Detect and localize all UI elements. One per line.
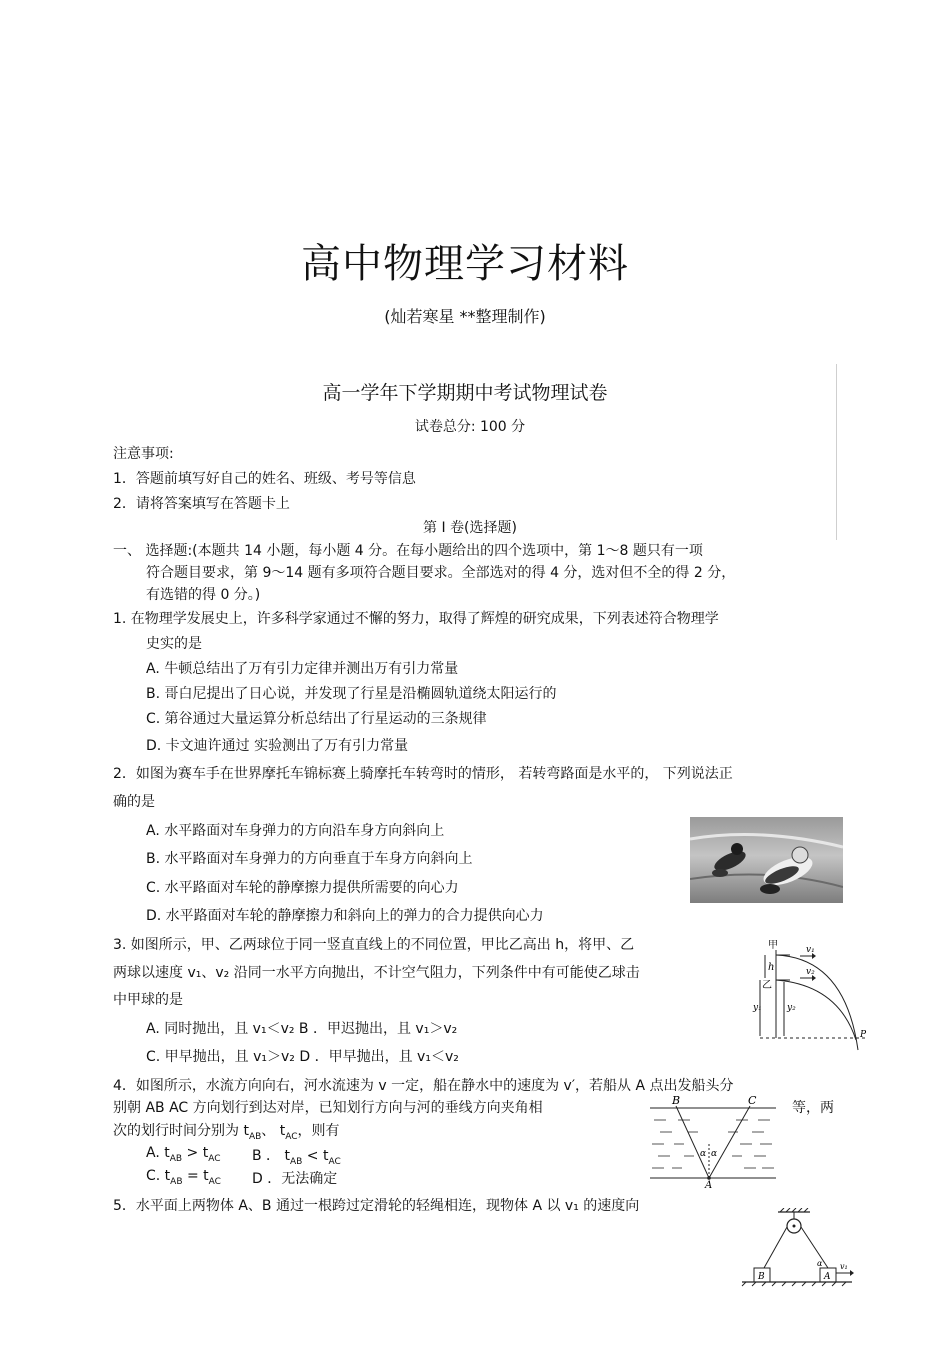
label-alpha: α [711, 1149, 718, 1159]
option [146, 1168, 221, 1187]
section-instructions-line: 符合题目要求，第 9～14 题有多项符合题目要求。全部选对的得 4 分，选对但不全的得 2 分， [146, 565, 736, 581]
question-stem: 1. 在物理学发展史上，许多科学家通过不懈的努力，取得了辉煌的研究成果，下列表述符合物理学 [113, 611, 719, 627]
option-text: > t [182, 1145, 209, 1161]
stem-text: ，则有 [297, 1123, 340, 1139]
question-stem: 别朝 AB AC 方向划行到达对岸，已知划行方向与河的垂线方向夹角相 [113, 1100, 543, 1116]
label-h: h [768, 962, 775, 973]
option: C. 甲早抛出，且 v₁＞v₂ D ．甲早抛出，且 v₁＜v₂ [146, 1049, 459, 1065]
question-stem: 等，两 [792, 1100, 834, 1116]
question-stem: 确的是 [113, 794, 155, 810]
label-c: C [748, 1094, 757, 1107]
subscript: AC [208, 1176, 221, 1187]
projectile-figure [750, 940, 870, 1060]
label-b: B [758, 1272, 765, 1282]
label-v1: v₁ [806, 945, 815, 955]
label-alpha: α [817, 1259, 823, 1268]
question-stem: 2．如图为赛车手在世界摩托车锦标赛上骑摩托车转弯时的情形， 若转弯路面是水平的， 下列说法正 [113, 766, 733, 782]
label-y2: y₂ [787, 1003, 796, 1013]
subscript: AB [169, 1153, 183, 1164]
option-text: B ． t [252, 1148, 290, 1164]
option: D. 水平路面对车轮的静摩擦力和斜向上的弹力的合力提供向心力 [146, 908, 544, 924]
label-yi: 乙 [762, 980, 772, 991]
motorcycle-photo [690, 817, 843, 903]
option: C. 第谷通过大量运算分析总结出了行星运动的三条规律 [146, 711, 487, 727]
stem-text: 、 t [261, 1123, 286, 1139]
pulley-figure [740, 1208, 865, 1290]
exam-title: 高一学年下学期期中考试物理试卷 [322, 382, 608, 404]
question-stem: 4．如图所示，水流方向向右，河水流速为 v 一定，船在静水中的速度为 v′，若船从 A 点出发船头分 [113, 1078, 734, 1094]
label-v2: v₂ [806, 967, 815, 977]
option-text: < t [302, 1148, 329, 1164]
label-y1: y₁ [753, 1003, 762, 1013]
option: B. 水平路面对车身弹力的方向垂直于车身方向斜向上 [146, 851, 473, 867]
label-b: B [672, 1094, 681, 1107]
label-a: A [705, 1180, 713, 1188]
label-v1: v₁ [840, 1262, 848, 1271]
subscript: AB [290, 1156, 303, 1167]
label-a: A [824, 1272, 831, 1282]
subscript: AC [208, 1153, 221, 1164]
option: D. 卡文迪许通过 实验测出了万有引力常量 [146, 738, 409, 754]
water-dashes [652, 1120, 774, 1168]
total-score: 试卷总分: 100 分 [414, 419, 526, 435]
question-stem: 5．水平面上两物体 A、B 通过一根跨过定滑轮的轻绳相连，现物体 A 以 v₁ 的速度向 [113, 1198, 640, 1214]
notes-heading: 注意事项: [113, 446, 174, 462]
option-text: A. t [146, 1145, 170, 1161]
option: C. 水平路面对车轮的静摩擦力提供所需要的向心力 [146, 880, 459, 896]
stem-text: 次的划行时间分别为 t [113, 1123, 249, 1139]
label-alpha: α [700, 1149, 707, 1159]
option [146, 1145, 221, 1164]
question-stem: 3. 如图所示，甲、乙两球位于同一竖直直线上的不同位置，甲比乙高出 h，将甲、乙 [113, 937, 635, 953]
question-stem: 中甲球的是 [113, 992, 183, 1008]
option-text: = t [182, 1168, 209, 1184]
note-item: 2．请将答案填写在答题卡上 [113, 496, 290, 512]
question-stem: 两球以速度 v₁、v₂ 沿同一水平方向抛出，不计空气阻力，下列条件中有可能使乙球击 [113, 965, 640, 981]
section-instructions-line: 一、 选择题:(本题共 14 小题，每小题 4 分。在每小题给出的四个选项中，第 1～8 题只有一项 [113, 543, 703, 559]
option: A. 水平路面对车身弹力的方向沿车身方向斜向上 [146, 823, 445, 839]
subscript: AC [285, 1131, 298, 1142]
question-stem: 史实的是 [146, 636, 202, 652]
section-title: 第 Ⅰ 卷(选择题) [423, 520, 517, 536]
option: D ．无法确定 [252, 1171, 338, 1187]
subscript: AC [328, 1156, 341, 1167]
section-instructions-line: 有选错的得 0 分。) [146, 587, 261, 603]
option [252, 1145, 341, 1167]
subtitle: (灿若寒星 **整理制作) [384, 307, 546, 326]
note-item: 1．答题前填写好自己的姓名、班级、考号等信息 [113, 471, 416, 487]
subscript: AB [248, 1131, 262, 1142]
option: B. 哥白尼提出了日心说，并发现了行星是沿椭圆轨道绕太阳运行的 [146, 686, 557, 702]
option-text: C. t [146, 1168, 171, 1184]
main-title: 高中物理学习材料 [301, 241, 629, 287]
question-stem [113, 1120, 340, 1142]
label-p: P [860, 1030, 867, 1040]
label-jia: 甲 [768, 940, 778, 951]
option: A. 牛顿总结出了万有引力定律并测出万有引力常量 [146, 661, 459, 677]
subscript: AB [170, 1176, 183, 1187]
river-figure [648, 1092, 778, 1188]
option: A. 同时抛出，且 v₁＜v₂ B ．甲迟抛出，且 v₁＞v₂ [146, 1021, 458, 1037]
